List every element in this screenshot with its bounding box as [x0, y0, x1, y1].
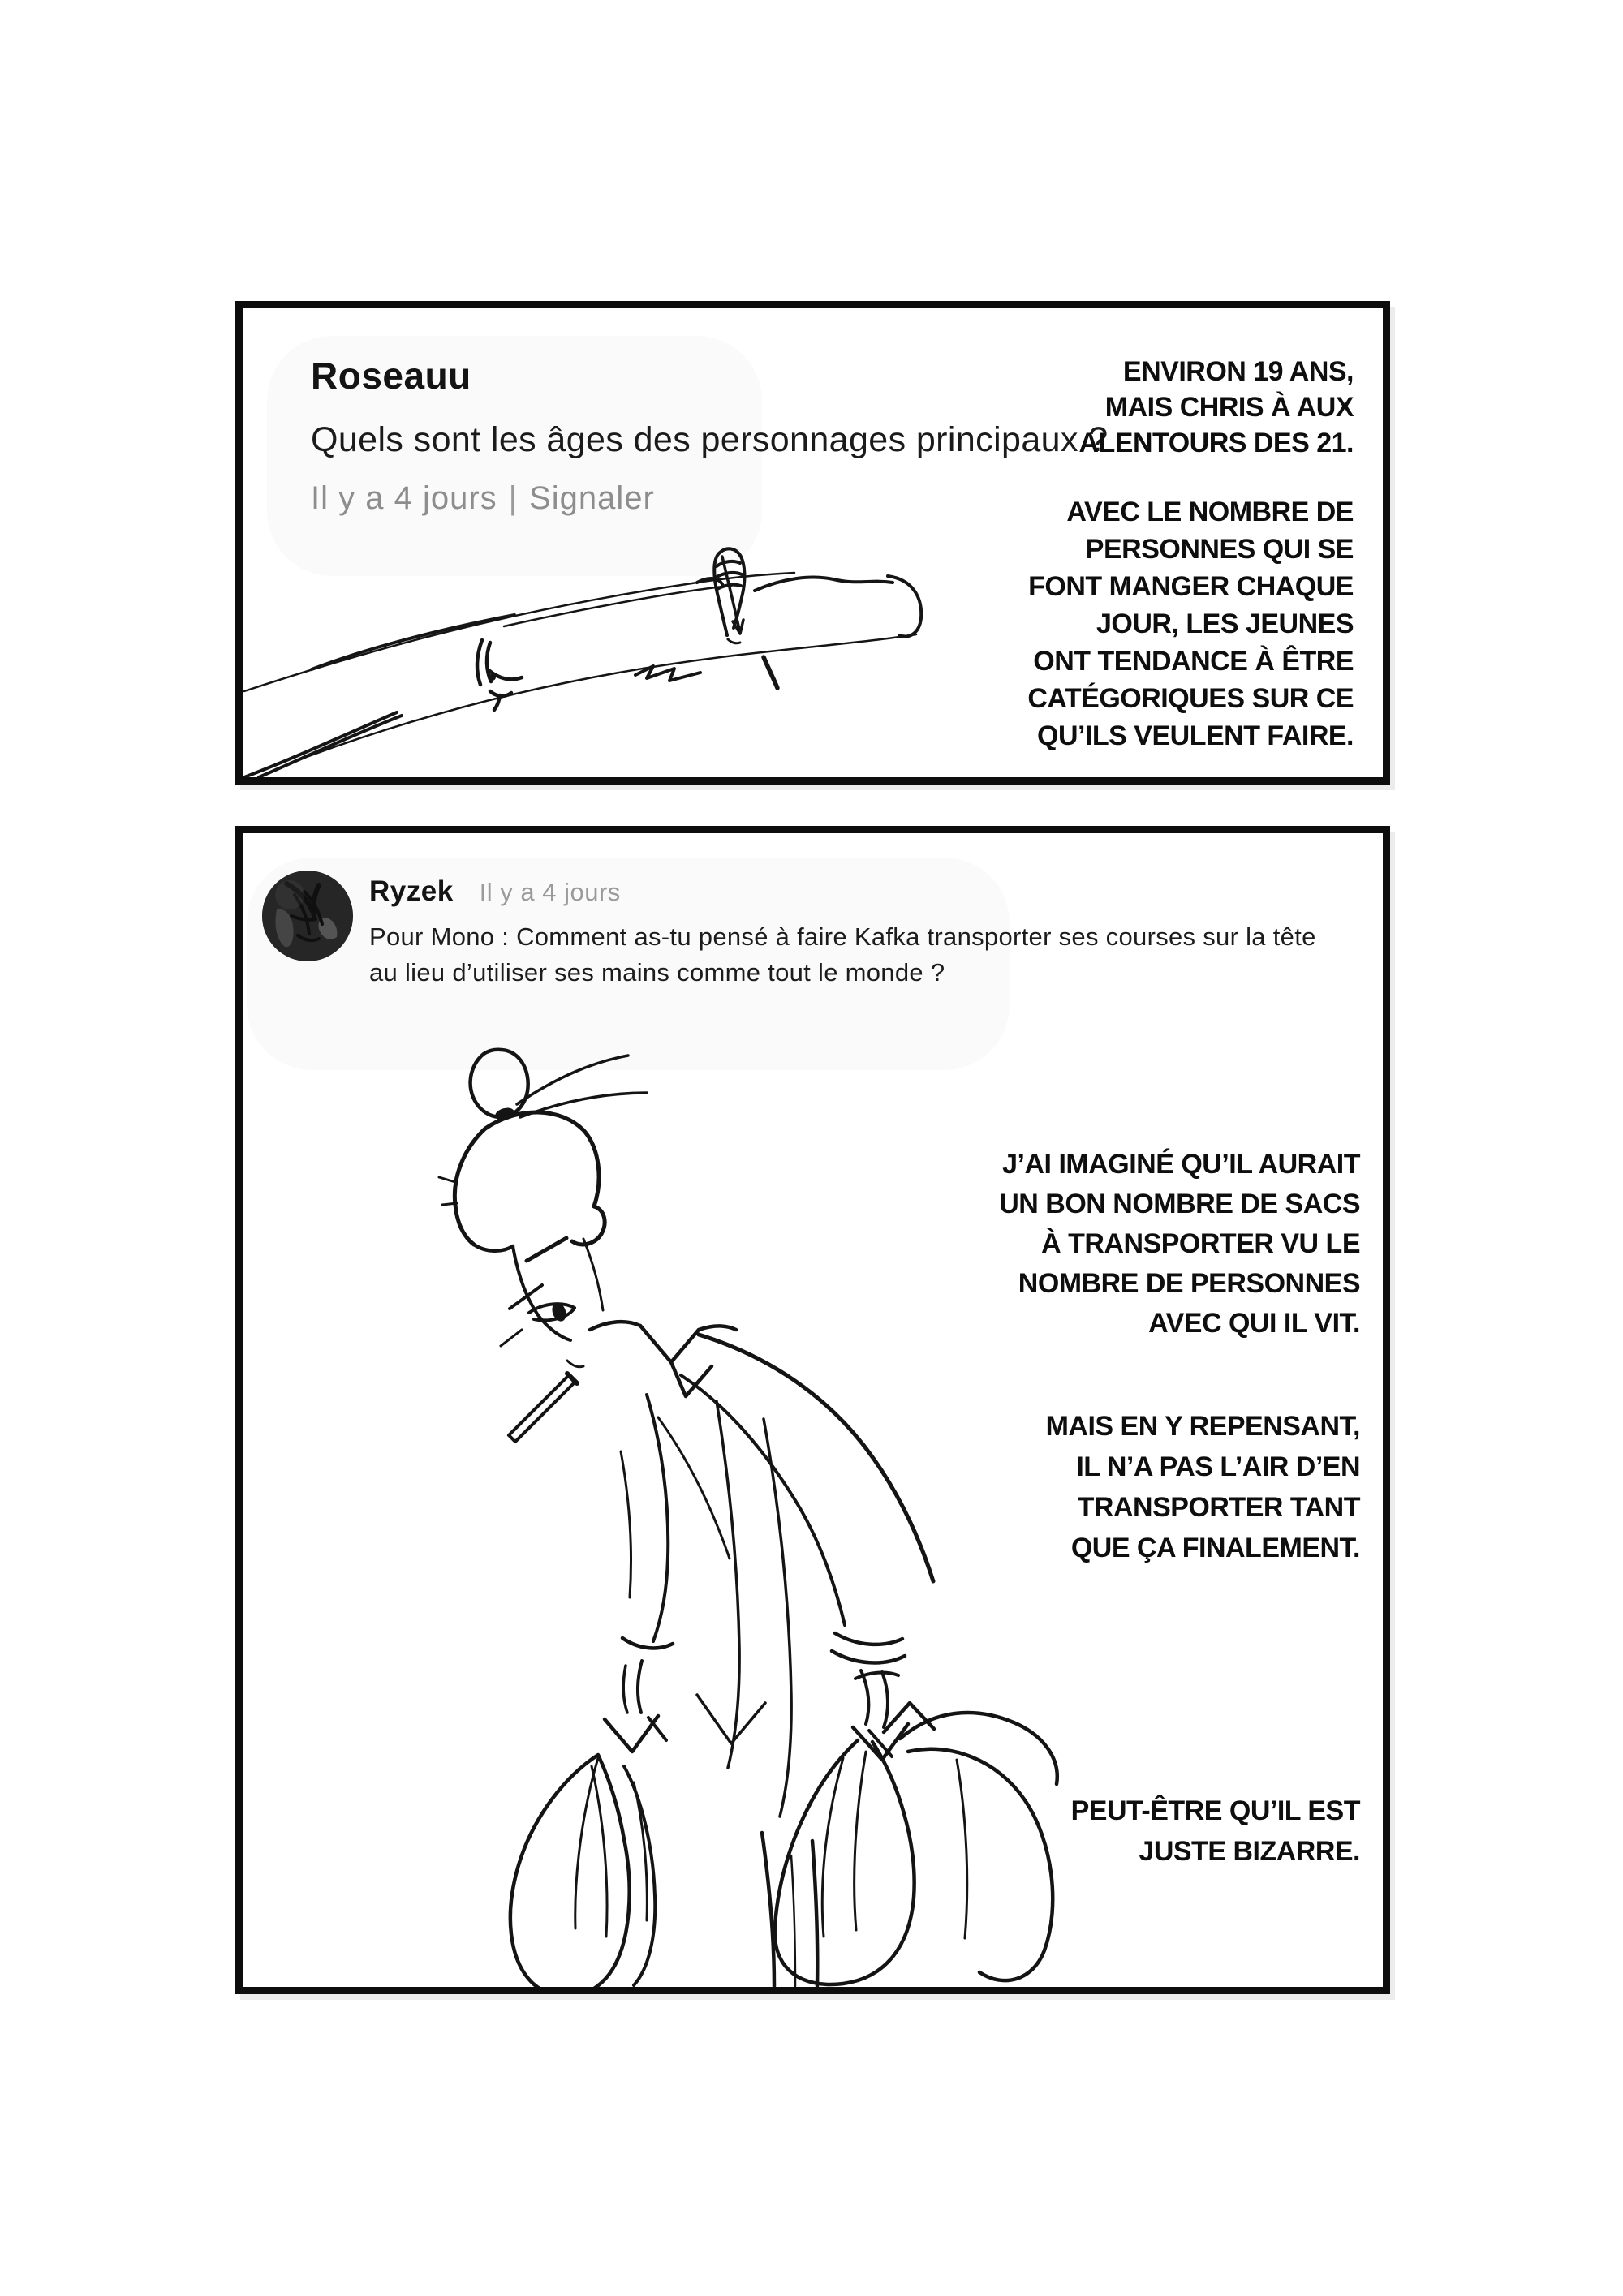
author-answer-block: ENVIRON 19 ANS, MAIS CHRIS À AUX ALENTOURS DES 21.	[1078, 356, 1354, 458]
panel-question-roseauu	[235, 301, 1390, 785]
comment-timestamp: Il y a 4 jours	[479, 878, 621, 906]
comment-timestamp: Il y a 4 jours	[311, 480, 497, 516]
comment-body: Quels sont les âges des personnages principaux ?	[311, 420, 1109, 459]
author-answer-block: PEUT-ÊTRE QU’IL EST JUSTE BIZARRE.	[1070, 1795, 1360, 1867]
author-answer-block: J’AI IMAGINÉ QU’IL AURAIT UN BON NOMBRE DE SACS À TRANSPORTER VU LE NOMBRE DE PERSONNES AVEC QUI IL VIT.	[999, 1149, 1360, 1339]
comment-username: Roseauu	[311, 355, 471, 397]
meta-separator: |	[508, 480, 519, 516]
comment-body: Pour Mono : Comment as-tu pensé à faire Kafka transporter ses courses sur la tête au lieu d’utiliser ses mains comme tout le monde ?	[369, 922, 1316, 987]
panel-question-ryzek	[235, 826, 1390, 1994]
arm-sketch-drawing	[243, 308, 1383, 777]
comment-username: Ryzek	[369, 875, 454, 907]
author-answer-block: MAIS EN Y REPENSANT, IL N’A PAS L’AIR D’EN TRANSPORTER TANT QUE ÇA FINALEMENT.	[1045, 1411, 1360, 1563]
character-sketch-drawing	[243, 833, 1383, 1987]
author-answer-block: AVEC LE NOMBRE DE PERSONNES QUI SE FONT MANGER CHAQUE JOUR, LES JEUNES ONT TENDANCE À ÊTRE CATÉGORIQUES SUR CE QU’ILS VEULENT FAIRE.	[1027, 497, 1354, 751]
report-link[interactable]: Signaler	[529, 480, 655, 516]
